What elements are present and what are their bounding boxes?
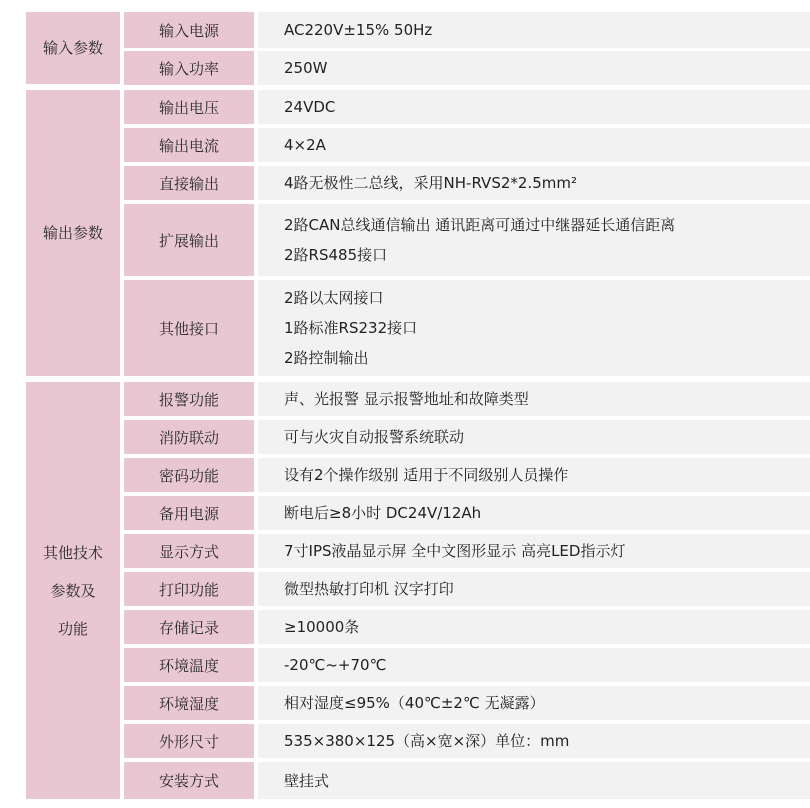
value-line: 4路无极性二总线，采用NH-RVS2*2.5mm² [284, 174, 577, 192]
value-line: 7寸IPS液晶显示屏 全中文图形显示 高亮LED指示灯 [284, 542, 626, 560]
row-value [258, 534, 810, 568]
row-label [124, 204, 254, 276]
value-line: 24VDC [284, 98, 336, 116]
row-value [258, 204, 810, 276]
group-line: 输入参数 [42, 39, 103, 57]
group-other-params [26, 382, 120, 799]
row-value [258, 166, 810, 200]
value-line: 壁挂式 [284, 771, 330, 790]
row-label [124, 458, 254, 492]
row-label [124, 572, 254, 606]
label-text: 输出电压 [158, 98, 219, 117]
row-value [258, 686, 810, 720]
label-text: 打印功能 [158, 580, 219, 599]
row-label [124, 166, 254, 200]
row-label [124, 420, 254, 454]
row-label [124, 724, 254, 758]
group-line: 参数及 [50, 581, 96, 600]
label-text: 显示方式 [158, 542, 219, 561]
value-line: 可与火灾自动报警系统联动 [284, 428, 465, 446]
row-value [258, 762, 810, 799]
value-line: 535×380×125（高×宽×深）单位：mm [284, 732, 570, 750]
label-text: 直接输出 [158, 174, 219, 193]
value-line: 断电后≥8小时 DC24V/12Ah [284, 504, 482, 522]
label-text: 消防联动 [158, 428, 219, 447]
row-value [258, 280, 810, 376]
row-value [258, 90, 810, 124]
label-text: 扩展输出 [158, 231, 219, 250]
row-value [258, 12, 810, 48]
row-value [258, 382, 810, 416]
value-line: 2路以太网接口 [284, 289, 384, 307]
group-line: 功能 [57, 619, 88, 638]
value-line: 2路CAN总线通信输出 通讯距离可通过中继器延长通信距离 [284, 216, 676, 234]
label-text: 输入功率 [158, 59, 219, 78]
row-value [258, 610, 810, 644]
row-value [258, 458, 810, 492]
row-label [124, 648, 254, 682]
label-text: 环境温度 [158, 656, 219, 675]
group-line: 其他技术 [42, 543, 103, 562]
row-label [124, 496, 254, 530]
row-label [124, 12, 254, 48]
value-line: 声、光报警 显示报警地址和故障类型 [284, 390, 529, 408]
row-label [124, 280, 254, 376]
label-text: 输入电源 [158, 21, 219, 40]
row-value [258, 51, 810, 85]
label-text: 报警功能 [158, 390, 219, 409]
row-label [124, 762, 254, 799]
value-line: 设有2个操作级别 适用于不同级别人员操作 [284, 466, 569, 484]
row-value [258, 128, 810, 162]
value-line: 2路控制输出 [284, 349, 369, 367]
value-line: ≥10000条 [284, 618, 360, 636]
row-label [124, 90, 254, 124]
row-value [258, 420, 810, 454]
value-line: 2路RS485接口 [284, 246, 388, 264]
row-label [124, 610, 254, 644]
row-value [258, 496, 810, 530]
row-value [258, 724, 810, 758]
row-value [258, 648, 810, 682]
label-text: 密码功能 [158, 466, 219, 485]
value-line: -20℃~+70℃ [284, 656, 387, 674]
value-line: 相对湿度≤95%（40℃±2℃ 无凝露） [284, 694, 545, 712]
row-label [124, 382, 254, 416]
value-line: 微型热敏打印机 汉字打印 [284, 580, 454, 598]
row-value [258, 572, 810, 606]
label-text: 存储记录 [158, 618, 219, 637]
group-input-params [26, 12, 120, 84]
label-text: 其他接口 [158, 319, 219, 338]
value-line: 1路标准RS232接口 [284, 319, 418, 337]
group-output-params [26, 90, 120, 376]
group-line: 输出参数 [42, 224, 103, 242]
row-label [124, 686, 254, 720]
row-label [124, 128, 254, 162]
row-label [124, 534, 254, 568]
label-text: 输出电流 [158, 136, 219, 155]
value-line: 250W [284, 59, 328, 77]
label-text: 外形尺寸 [158, 732, 219, 751]
label-text: 安装方式 [158, 772, 219, 790]
label-text: 环境湿度 [158, 694, 219, 713]
value-line: AC220V±15% 50Hz [284, 21, 433, 39]
row-label [124, 51, 254, 85]
label-text: 备用电源 [158, 504, 219, 523]
value-line: 4×2A [284, 136, 326, 154]
